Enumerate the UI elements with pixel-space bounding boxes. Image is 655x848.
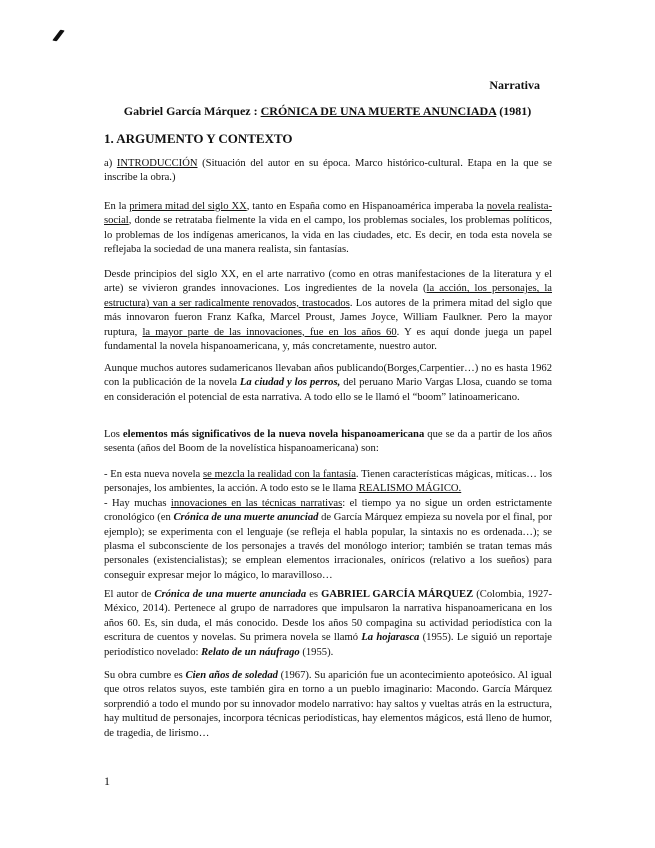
paragraph-7: Su obra cumbre es Cien años de soledad (1967). Su aparición fue un acontecimiento apoteósico. Al igual que otros relatos suyos, este también gira en torno a un pueblo imaginario: Macondo. García Márquez sorprendió a todo el mundo por su innovador modelo narrativo: hay saltos y vueltas atrás en la estructura, hay multitud de personajes, incorpora técnicas periodísticas, hay elementos mágicos, está lleno de humor, de tragedia, de lirismo… (104, 670, 552, 739)
paragraph-intro: a) INTRODUCCIÓN (Situación del autor en su época. Marco histórico-cultural. Etapa en la que se inscribe la obra.) (104, 158, 552, 184)
section-heading: 1. ARGUMENTO Y CONTEXTO (104, 131, 293, 146)
title-work: CRÓNICA DE UNA MUERTE ANUNCIADA (260, 104, 497, 118)
page-number: 1 (104, 774, 110, 788)
paragraph-5: - En esta nueva novela se mezcla la realidad con la fantasía. Tienen características mágicas, míticas… los personajes, los ambientes, la acción. A todo esto se le llama REALISMO MÁGICO. - Hay muchas innovaciones en las técnicas narrativas: el tiempo ya no sigue un orden estrictamente cronológico (en Crónica de una muerte anunciad de García Márquez empieza su novela por el final, por ejemplo); se experimenta con el lenguaje (se refleja el habla popular, la sintaxis no es ordenada…); se plasma el subconsciente de los personajes a través del monólogo interior; también se tratan temas más personales (existencialistas); se emplean elementos irracionales, oníricos (relativo a los sueños) para conseguir expresar mejor lo mágico, lo maravilloso… (104, 469, 553, 581)
paragraph-2: Desde principios del siglo XX, en el arte narrativo (como en otras manifestaciones de la literatura y el arte) se vivieron grandes innovaciones. Los ingredientes de la novela (la acción, los personajes, la estructura) van a ser radicalmente renovados, trastocados. Los autores de la primera mitad del siglo que más innovaron fueron Franz Kafka, Marcel Proust, James Joyce, William Faulkner. Pero la mayor ruptura, la mayor parte de las innovaciones, fue en los años 60. Y es aquí donde juega un papel fundamental la novela hispanoamericana, y, más concretamente, nuestro autor. (104, 269, 553, 353)
page-header: Narrativa (489, 78, 540, 92)
paragraph-3: Aunque muchos autores sudamericanos llevaban años publicando(Borges,Carpentier…) no es hasta 1962 con la publicación de la novela La ciudad y los perros, del peruano Mario Vargas Llosa, cuando se toma en consideración el potencial de esta narrativa. A todo ello se le llamó el “boom” latinoamericano. (104, 363, 552, 403)
pen-mark-icon (52, 30, 65, 42)
title-author: Gabriel García Márquez : (123, 104, 261, 118)
title-year: (1981) (496, 104, 532, 118)
paragraph-1: En la primera mitad del siglo XX, tanto en España como en Hispanoamérica imperaba la novela realista-social, donde se retrataba fielmente la vida en el campo, los problemas sociales, los problemas políticos, lo problemas de los indígenas americanos, la vida en las ciudades, etc. Es decir, en toda esta novela se reflejaba la sociedad de una manera realista, sin fantasías. (104, 201, 552, 256)
paragraph-6: El autor de Crónica de una muerte anunciada es GABRIEL GARCÍA MÁRQUEZ (Colombia, 1927- México, 2014). Pertenece al grupo de narradores que impulsaron la narrativa hispanoamericana en los años 60. Es, sin duda, el más conocido. Desde los años 50 compagina su actividad periodística con la escritura de cuentos y novelas. Su primera novela se llamó La hojarasca (1955). Le siguió un reportaje periodístico novelado: Relato de un náufrago (1955). (104, 589, 553, 658)
paragraph-4: Los elementos más significativos de la nueva novela hispanoamericana que se da a partir de los años sesenta (años del Boom de la novelística hispanoamericana) son: (104, 429, 552, 455)
document-title (0, 104, 655, 119)
